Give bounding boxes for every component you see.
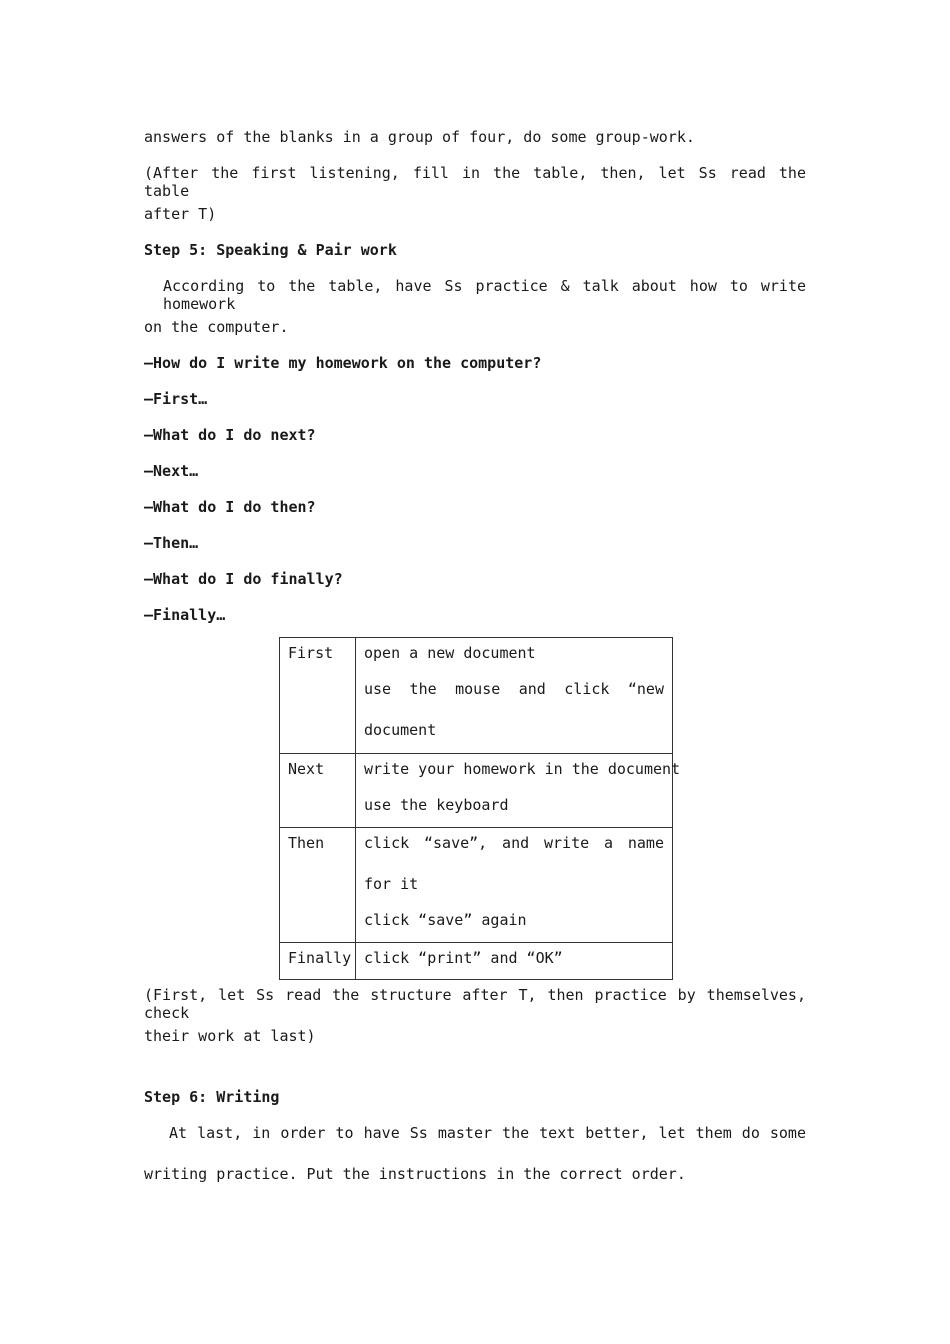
dialog-line: —What do I do then? [144,498,316,516]
dialog-line: —Finally… [144,606,226,624]
paragraph-at-last-line2: writing practice. Put the instructions in the correct order. [144,1165,686,1183]
table-row [280,943,673,980]
row-line: click “print” and “OK” [364,949,563,967]
table-row [280,828,673,943]
row-line: click “save” again [364,911,527,929]
paragraph-according-line2: on the computer. [144,318,289,336]
dialog-line: —Then… [144,534,199,552]
paragraph-after-listening-line2: after T) [144,205,217,223]
table-row [280,754,673,828]
paragraph-answers: answers of the blanks in a group of four, do some group-work. [144,128,695,146]
row-line: write your homework in the document [364,760,681,778]
row-line: use the keyboard [364,796,509,814]
dialog-line: —What do I do finally? [144,570,343,588]
row-line: click “save”, and write a name [364,834,664,852]
step6-heading: Step 6: Writing [144,1088,280,1106]
paragraph-first-let-line2: their work at last) [144,1027,316,1045]
table-row [280,638,673,754]
row-label: First [288,644,334,662]
row-label: Next [288,760,325,778]
row-label: Then [288,834,325,852]
row-line: for it [364,875,419,893]
row-line: open a new document [364,644,536,662]
row-line: document [364,721,437,739]
row-line: use the mouse and click “new [364,680,664,698]
paragraph-at-last-line1: At last, in order to have Ss master the text better, let them do some [169,1124,806,1142]
paragraph-first-let-line1: (First, let Ss read the structure after T, then practice by themselves, check [144,986,806,1022]
dialog-line: —Next… [144,462,199,480]
paragraph-according-line1: According to the table, have Ss practice & talk about how to write homework [163,277,806,313]
instructions-table [279,637,681,980]
paragraph-after-listening-line1: (After the first listening, fill in the table, then, let Ss read the table [144,164,806,200]
dialog-line: —How do I write my homework on the computer? [144,354,542,372]
step5-heading: Step 5: Speaking & Pair work [144,241,397,259]
dialog-line: —First… [144,390,208,408]
row-label: Finally [288,949,352,967]
dialog-line: —What do I do next? [144,426,316,444]
